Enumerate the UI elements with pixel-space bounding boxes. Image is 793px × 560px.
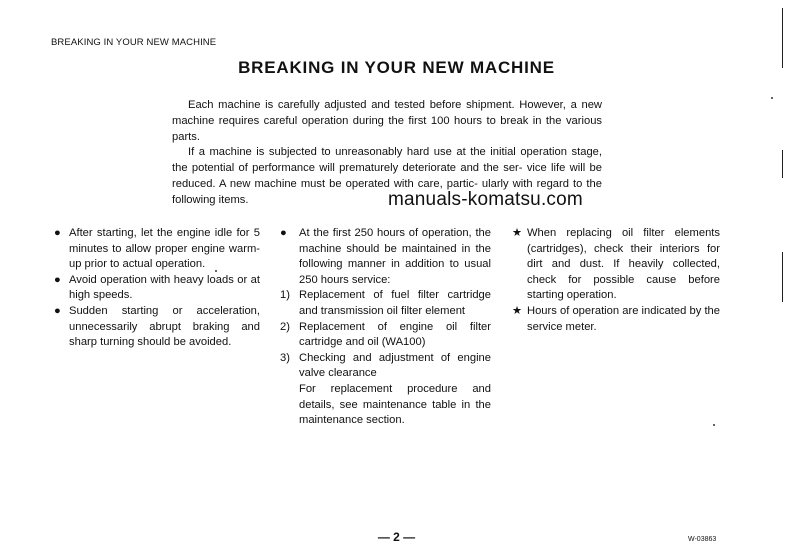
bullet-icon: ● (54, 227, 61, 239)
numbered-item: 2) Replacement of engine oil filter cartridge and oil (WA100) (280, 320, 491, 349)
intro-p2-line-4: ularly with regard to the following items. (172, 177, 602, 206)
scan-dot (771, 97, 773, 99)
scan-mark (782, 150, 783, 178)
running-header: BREAKING IN YOUR NEW MACHINE (51, 37, 217, 48)
list-item: ★ Hours of operation are indicated by the service meter. (512, 304, 720, 333)
intro-p1-line-3: break in the various parts. (172, 114, 603, 143)
scan-dot (215, 270, 217, 272)
item-number: 2) (280, 320, 290, 333)
star-icon: ★ (512, 304, 523, 317)
intro-paragraph-1 (172, 98, 602, 145)
service-intro: ● At the first 250 hours of operation, the machine should be maintained in the following manner in addition to usual 250 hours service: (280, 227, 491, 286)
page-title: BREAKING IN YOUR NEW MACHINE (238, 58, 555, 77)
item-number: 1) (280, 289, 290, 302)
list-item: ★ When replacing oil filter elements (cartridges), check their interiors for dirt and dust. If heavily collected, check for possible cause before starting operation. (512, 227, 720, 302)
list-item: ● Avoid operation with heavy loads or at high speeds. (54, 273, 260, 302)
bullet-icon: ● (54, 304, 61, 317)
list-item: ● Sudden starting or acceleration, unnecessarily abrupt braking and sharp turning should be avoided. (54, 304, 260, 349)
bullet-icon: ● (54, 273, 61, 286)
watermark-text: manuals-komatsu.com (388, 189, 583, 210)
list-item: ● After starting, let the engine idle for 5 minutes to allow proper engine warm-up prior to actual operation. (54, 227, 260, 271)
column-2 (280, 226, 491, 429)
star-icon: ★ (512, 227, 523, 239)
intro-p1-line-2: a new machine requires careful operation during the first 100 hours to (172, 99, 603, 127)
intro-p2-line-2: stage, the potential of performance will prematurely deteriorate and the ser- (172, 146, 602, 175)
bullet-icon: ● (280, 227, 287, 239)
intro-p2-line-3: vice life will be reduced. A new machine must be operated with care, partic- (172, 162, 602, 190)
scan-mark (782, 8, 783, 68)
numbered-item: 3) Checking and adjustment of engine valve clearance (280, 351, 491, 380)
intro-p2-line-1: If a machine is subjected to unreasonably hard use at the initial operation (188, 146, 567, 159)
scan-dot (713, 424, 715, 426)
column-3 (512, 226, 720, 335)
document-code: W-03863 (688, 536, 717, 543)
page-number: — 2 — (377, 530, 416, 544)
item-number: 3) (280, 351, 290, 364)
maintenance-note: For replacement procedure and details, see maintenance table in the maintenance section. (299, 382, 491, 427)
numbered-item: 1) Replacement of fuel filter cartridge and transmission oil filter element (280, 289, 491, 317)
intro-p1-line-1: Each machine is carefully adjusted and tested before shipment. However, (188, 99, 566, 111)
scan-mark (782, 252, 783, 302)
column-1 (54, 226, 260, 351)
